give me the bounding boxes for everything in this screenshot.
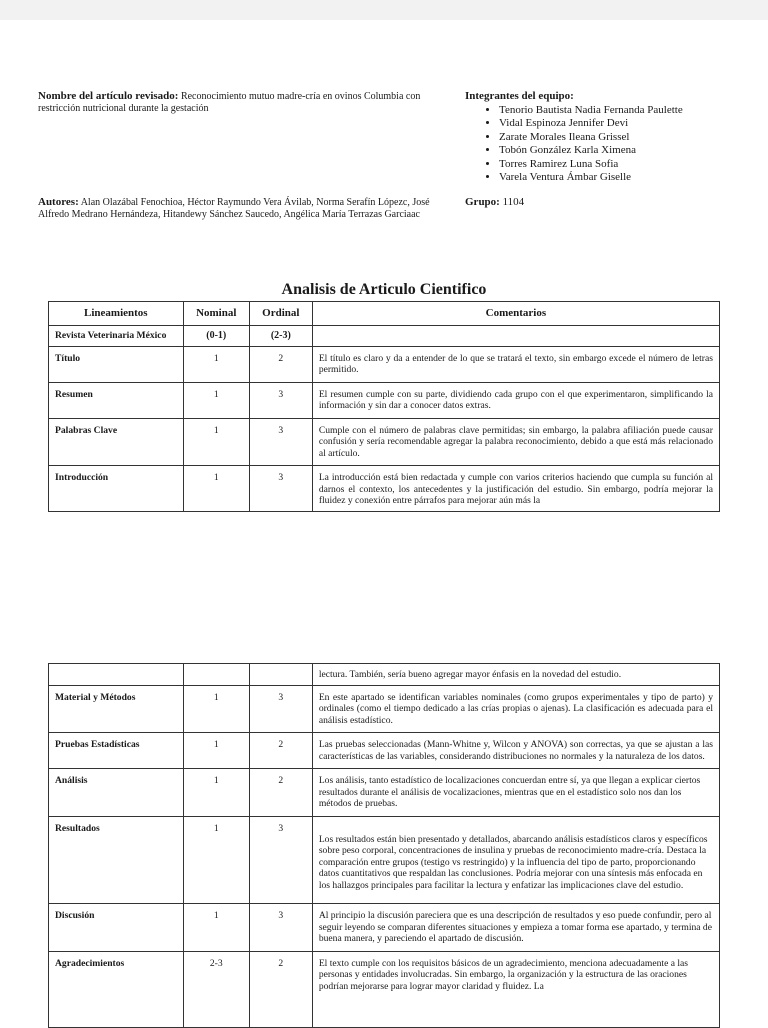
journal-row <box>49 326 720 347</box>
team-member: • Zarate Morales Ileana Grissel <box>499 131 745 144</box>
row-comment-text: La introducción está bien redactada y cumple con varios criterios haciendo que cumpla su función al darnos el contexto, los antecedentes y la justificación del estudio. Sin embargo, podría mejorar la fluidez y conexión entre párrafos para mejorar aún más la <box>318 472 713 505</box>
team-member: • Tobón González Karla Ximena <box>499 144 745 157</box>
row-nominal: 1 <box>183 346 249 382</box>
row-lineamiento: Palabras Clave <box>49 418 184 466</box>
article-label: Nombre del artículo revisado: <box>38 90 179 102</box>
row-nominal: 2-3 <box>183 951 249 1027</box>
table-row <box>49 685 720 733</box>
row-comment: Al principio la discusión pareciera que es una descripción de resultados y eso puede confundir, pero al seguir leyendo se comparan diferentes situaciones y empieza a tomar forma ese apartado, y termina de buena manera, y pareciendo el apartado de discusión. <box>312 904 719 952</box>
page-title: Analisis de Articulo Cientifico <box>281 281 487 298</box>
row-comment: Los análisis, tanto estadístico de localizaciones concuerdan entre sí, ya que llegan a explicar ciertos resultados durante el análisis de vocalizaciones, mientras que en el estadístico solo nos dan los métodos de pruebas. <box>312 769 719 817</box>
row-lineamiento: Discusión <box>49 904 184 952</box>
row-comment-text: El texto cumple con los requisitos básicos de un agradecimiento, menciona adecuadamente a las personas y entidades involucradas. Sin embargo, la organización y la estructura de las oraciones podrían mejorarse para lograr mayor claridad y fluidez. La <box>318 957 689 992</box>
row-ordinal: 3 <box>249 466 312 512</box>
table-row <box>49 816 720 904</box>
row-lineamiento: Pruebas Estadísticas <box>49 733 184 769</box>
team-members <box>465 104 745 184</box>
row-nominal: 1 <box>183 904 249 952</box>
table-row-continuation <box>49 664 720 686</box>
header-lineamientos: Lineamientos <box>49 302 184 326</box>
analysis-table <box>48 301 720 512</box>
row-lineamiento: Agradecimientos <box>49 951 184 1027</box>
group-value: 1104 <box>502 196 525 208</box>
row-nominal: 1 <box>183 733 249 769</box>
page-top-bar <box>0 0 768 20</box>
row-nominal: 1 <box>183 816 249 904</box>
row-lineamiento: Material y Métodos <box>49 685 184 733</box>
journal-ordinal-range: (2-3) <box>249 326 312 347</box>
row-nominal: 1 <box>183 466 249 512</box>
row-ordinal: 2 <box>249 733 312 769</box>
table-row <box>49 382 720 418</box>
table-header-row <box>49 302 720 326</box>
row-comment: El resumen cumple con su parte, dividiendo cada grupo con el que experimentaron, simplificando la información y sin dar a conocer datos extras. <box>312 382 719 418</box>
group-label: Grupo: <box>465 196 500 208</box>
journal-comment <box>312 326 719 347</box>
row-comment: Cumple con el número de palabras clave permitidas; sin embargo, la palabra afiliación puede causar confusión y sería recomendable agregar la palabra reconocimiento, debido a que está más relacionado al artículo. <box>312 418 719 466</box>
row-ordinal: 2 <box>249 346 312 382</box>
row-comment <box>312 816 719 904</box>
team-member: • Tenorio Bautista Nadia Fernanda Paulette <box>499 104 745 117</box>
row-lineamiento: Resumen <box>49 382 184 418</box>
row-nominal: 1 <box>183 382 249 418</box>
row-nominal: 1 <box>183 685 249 733</box>
table-row <box>49 904 720 952</box>
row-ordinal: 3 <box>249 685 312 733</box>
row-lineamiento: Introducción <box>49 466 184 512</box>
authors-label: Autores: <box>38 196 79 208</box>
row-nominal: 1 <box>183 418 249 466</box>
row-comment: El título es claro y da a entender de lo que se tratará el texto, sin embargo excede el número de letras permitido. <box>312 346 719 382</box>
table-row <box>49 418 720 466</box>
analysis-table-continued <box>48 663 720 1028</box>
row-ordinal: 2 <box>249 769 312 817</box>
row-ordinal: 3 <box>249 904 312 952</box>
row-comment <box>312 951 719 1027</box>
row-comment <box>312 466 719 512</box>
team-member: • Vidal Espinoza Jennifer Devi <box>499 117 745 130</box>
row-ordinal <box>249 664 312 686</box>
row-nominal <box>183 664 249 686</box>
header-comentarios: Comentarios <box>312 302 719 326</box>
authors-info <box>38 196 448 221</box>
journal-name: Revista Veterinaria México <box>49 326 184 347</box>
article-name: Reconocimiento mutuo madre-cría en ovinos Columbia con restricción nutricional durante la gestación <box>38 91 421 114</box>
group-info <box>465 196 524 208</box>
row-comment-text: Los resultados están bien presentado y detallados, abarcando análisis estadísticos claros y específicos sobre peso corporal, concentraciones de insulina y pruebas de reconocimiento madre-cría. Destaca la comparación entre grupos (testigo vs restringido) y la influencia del tipo de parto, proporcionando datos cuantitativos que respaldan las conclusiones. Podría mejorar con una síntesis más enfocada en los hallazgos principales para facilitar la lectura y enfatizar las implicaciones clave del estudio. <box>318 833 708 891</box>
page-break-gap <box>0 536 768 656</box>
row-ordinal: 2 <box>249 951 312 1027</box>
team-member: • Varela Ventura Ámbar Giselle <box>499 171 745 184</box>
row-nominal: 1 <box>183 769 249 817</box>
row-comment-continuation: lectura. También, sería bueno agregar mayor énfasis en la novedad del estudio. <box>312 664 719 686</box>
team-label: Integrantes del equipo: <box>465 90 574 102</box>
row-ordinal: 3 <box>249 816 312 904</box>
row-lineamiento: Resultados <box>49 816 184 904</box>
table-row <box>49 733 720 769</box>
table-row <box>49 466 720 512</box>
header-ordinal: Ordinal <box>249 302 312 326</box>
team-info <box>465 90 745 184</box>
table-row <box>49 346 720 382</box>
header-nominal: Nominal <box>183 302 249 326</box>
row-lineamiento <box>49 664 184 686</box>
row-comment: Las pruebas seleccionadas (Mann-Whitne y, Wilcon y ANOVA) son correctas, ya que se ajustan a las características de las variables, considerando distribuciones no normales y la naturaleza de los datos. <box>312 733 719 769</box>
table-row <box>49 951 720 1027</box>
article-info <box>38 90 448 115</box>
row-comment: En este apartado se identifican variables nominales (como grupos experimentales y tipo de parto) y ordinales (como el tiempo dedicado a las crías propias o ajenas). La clasificación es adecuada para el análisis estadístico. <box>312 685 719 733</box>
table-row <box>49 769 720 817</box>
row-ordinal: 3 <box>249 418 312 466</box>
team-member: • Torres Ramirez Luna Sofia <box>499 158 745 171</box>
authors-list: Alan Olazábal Fenochioa, Héctor Raymundo Vera Ávilab, Norma Serafín Lópezc, José Alfredo Medrano Hernándeza, Hitandewy Sánchez Saucedo, Angélica María Terrazas Garciaac <box>38 197 430 220</box>
row-ordinal: 3 <box>249 382 312 418</box>
journal-nominal-range: (0-1) <box>183 326 249 347</box>
row-lineamiento: Análisis <box>49 769 184 817</box>
row-lineamiento: Título <box>49 346 184 382</box>
